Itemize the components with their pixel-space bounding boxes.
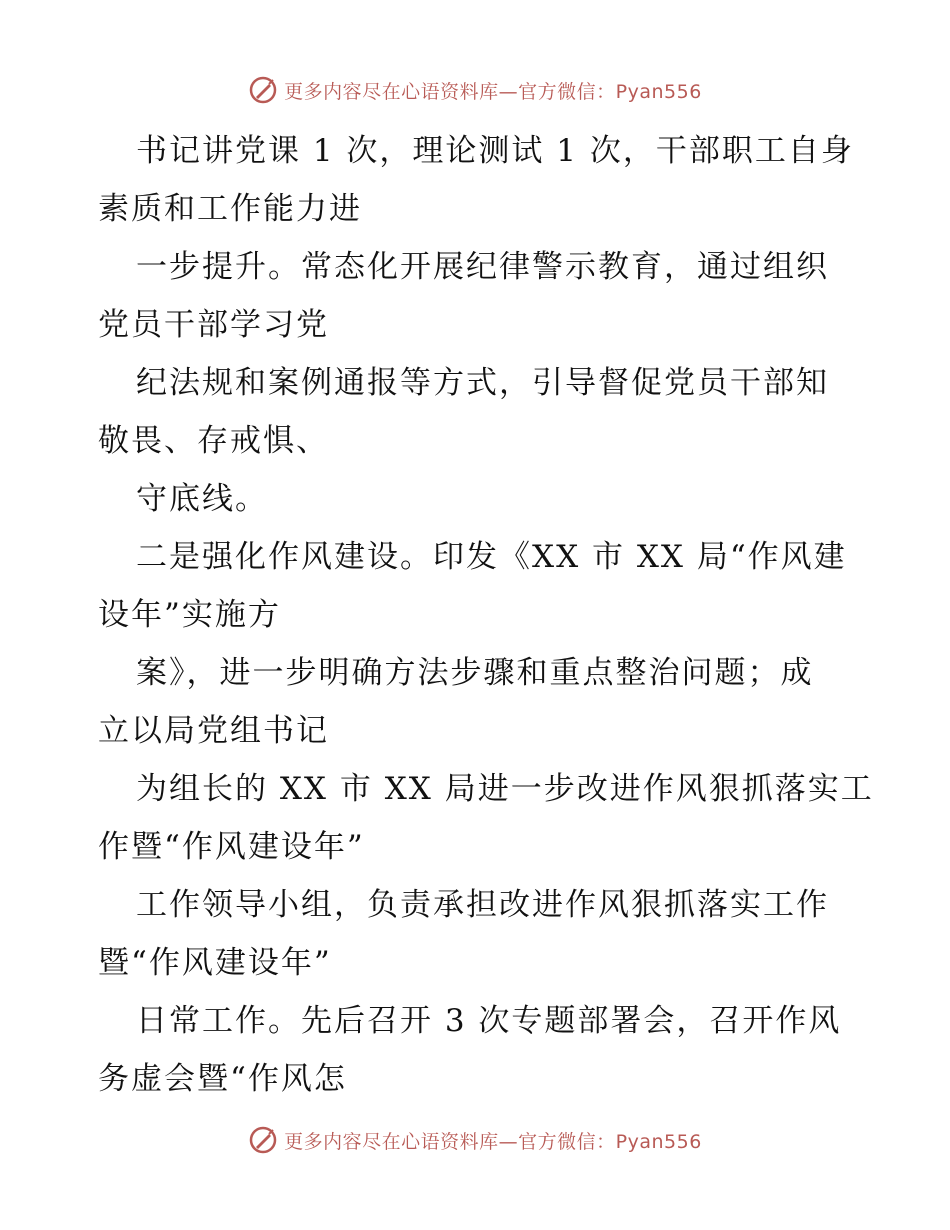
header-watermark-banner (0, 70, 950, 110)
body-line: 工作领导小组，负责承担改进作风狠抓落实工作 (136, 887, 829, 923)
body-line: 二是强化作风建设。印发《XX 市 XX 局“作风建 (136, 539, 847, 575)
body-line: 一步提升。常态化开展纪律警示教育，通过组织 (136, 249, 829, 285)
footer-watermark-banner (0, 1120, 950, 1160)
body-line: 设年”实施方 (98, 597, 281, 633)
body-line: 务虚会暨“作风怎 (98, 1061, 347, 1097)
body-line: 纪法规和案例通报等方式，引导督促党员干部知 (136, 365, 829, 401)
quill-pen-logo-icon (248, 75, 278, 105)
body-line: 党员干部学习党 (98, 307, 329, 343)
body-line: 书记讲党课 1 次，理论测试 1 次，干部职工自身 (136, 133, 854, 169)
body-line: 作暨“作风建设年” (98, 829, 365, 865)
footer-banner-text: 更多内容尽在心语资料库—官方微信：Pyan556 (284, 1130, 702, 1153)
body-line: 案》，进一步明确方法步骤和重点整治问题；成 (136, 655, 814, 691)
body-line: 素质和工作能力进 (98, 191, 362, 227)
body-line: 为组长的 XX 市 XX 局进一步改进作风狠抓落实工 (136, 771, 874, 807)
body-line: 敬畏、存戒惧、 (98, 423, 329, 459)
body-line: 守底线。 (136, 481, 268, 517)
quill-pen-logo-icon (248, 1125, 278, 1155)
document-body (98, 122, 874, 1108)
body-line: 日常工作。先后召开 3 次专题部署会，召开作风 (136, 1003, 842, 1039)
body-line: 立以局党组书记 (98, 713, 329, 749)
header-banner-text: 更多内容尽在心语资料库—官方微信：Pyan556 (284, 80, 702, 103)
body-line: 暨“作风建设年” (98, 945, 332, 981)
